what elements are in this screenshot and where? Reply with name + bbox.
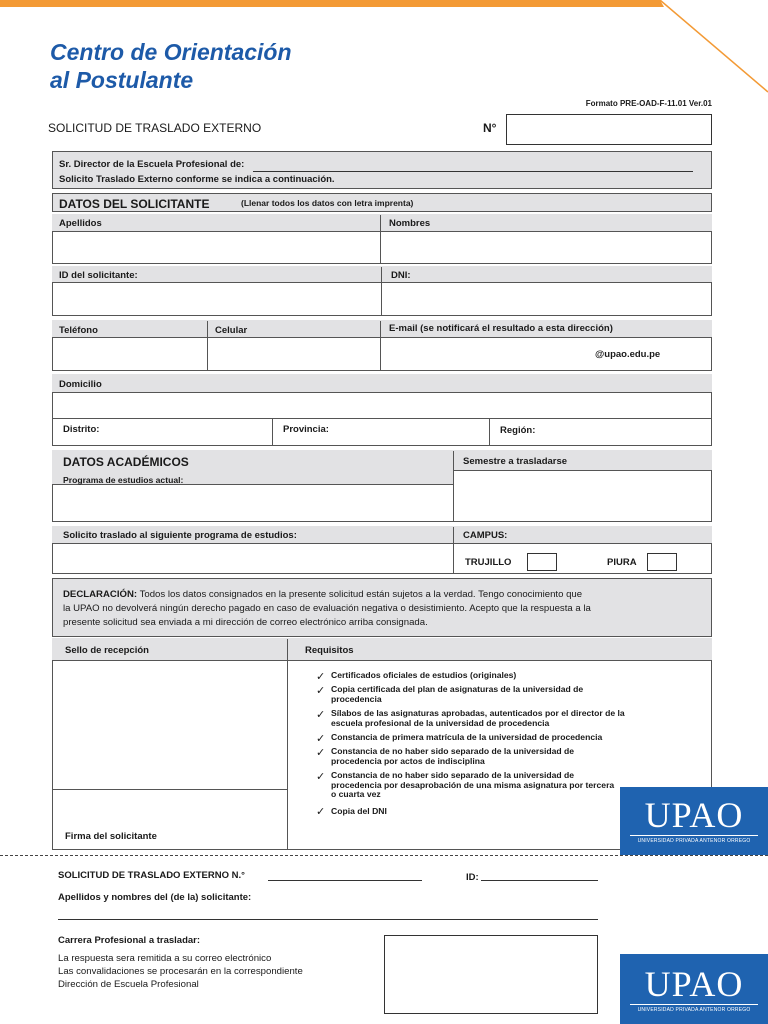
colilla-title: SOLICITUD DE TRASLADO EXTERNO N.° — [58, 870, 245, 881]
semestre-field[interactable] — [456, 473, 709, 519]
trujillo-checkbox[interactable] — [527, 553, 557, 571]
logo-name: UPAO — [644, 964, 744, 1004]
traslado-section — [52, 526, 712, 574]
campus-label: CAMPUS: — [463, 530, 508, 541]
number-field[interactable] — [506, 114, 712, 145]
requisito-item: Constancia de no haber sido separado de la universidad de procedencia por desaprobación de una misma asignatura por tercera o cuarta vez — [331, 770, 615, 799]
logo-subtitle: UNIVERSIDAD PRIVADA ANTENOR ORREGO — [630, 1004, 758, 1013]
names-row — [52, 214, 712, 264]
domicilio-field[interactable] — [55, 395, 709, 417]
solicitante-note: (Llenar todos los datos con letra imprenta) — [241, 198, 414, 208]
requisitos-label: Requisitos — [305, 645, 354, 656]
piura-label: PIURA — [607, 557, 637, 568]
declaracion-section — [52, 578, 712, 637]
intro-line-1: Sr. Director de la Escuela Profesional de: — [59, 159, 245, 170]
trujillo-label: TRUJILLO — [465, 557, 512, 568]
colilla-apellidos-label: Apellidos y nombres del (de la) solicitante: — [58, 892, 252, 903]
requisito-item: Copia del DNI — [331, 806, 387, 816]
apellidos-label: Apellidos — [59, 218, 102, 229]
requisito-item: Copia certificada del plan de asignaturas de la universidad de procedencia — [331, 684, 584, 704]
sello-label: Sello de recepción — [65, 645, 149, 656]
requisito-item: Certificados oficiales de estudios (originales) — [331, 670, 517, 680]
dni-field[interactable] — [384, 285, 709, 313]
academicos-heading: DATOS ACADÉMICOS — [63, 455, 189, 469]
logo-subtitle: UNIVERSIDAD PRIVADA ANTENOR ORREGO — [630, 835, 758, 844]
semestre-label: Semestre a trasladarse — [463, 456, 568, 467]
programa-actual-label: Programa de estudios actual: — [63, 475, 184, 485]
firma-field[interactable] — [55, 791, 285, 827]
declaracion-line-1: Todos los datos consignados en la presente solicitud están sujetos a la verdad. Tengo conocimiento que — [139, 589, 583, 600]
requisito-item: Constancia de primera matrícula de la universidad de procedencia — [331, 732, 603, 742]
email-label: E-mail (se notificará el resultado a esta dirección) — [389, 323, 613, 334]
intro-line-2: Solicito Traslado Externo conforme se indica a continuación. — [59, 174, 335, 185]
telefono-label: Teléfono — [59, 325, 98, 336]
check-icon: ✓ — [316, 685, 326, 697]
upao-logo — [620, 787, 768, 855]
logo-name: UPAO — [644, 795, 744, 835]
email-domain: @upao.edu.pe — [595, 349, 661, 360]
check-icon: ✓ — [316, 771, 326, 783]
programa-traslado-field[interactable] — [55, 546, 451, 572]
declaracion-line-3: presente solicitud sea enviada a mi dirección de correo electrónico arriba consignada. — [63, 617, 428, 628]
programa-actual-field[interactable] — [55, 487, 451, 519]
provincia-label: Provincia: — [283, 424, 329, 435]
check-icon: ✓ — [316, 671, 326, 683]
colilla-note-1: La respuesta sera remitida a su correo electrónico — [58, 953, 272, 964]
colilla-stamp-box[interactable] — [384, 935, 598, 1014]
colilla-note-3: Dirección de Escuela Profesional — [58, 979, 199, 990]
solicitante-heading: DATOS DEL SOLICITANTE — [59, 197, 210, 211]
piura-checkbox[interactable] — [647, 553, 677, 571]
programa-traslado-label: Solicito traslado al siguiente programa de estudios: — [63, 530, 297, 541]
dni-label: DNI: — [391, 270, 411, 281]
format-code: Formato PRE-OAD-F-11.01 Ver.01 — [585, 99, 712, 108]
declaracion-line-2: la UPAO no devolverá ningún derecho pagado en caso de evaluación negativa o desistimiento. Acepto que la respuesta a la — [63, 603, 591, 614]
celular-field[interactable] — [209, 340, 377, 368]
id-row — [52, 266, 712, 316]
colilla-carrera-label: Carrera Profesional a trasladar: — [58, 935, 201, 946]
nombres-label: Nombres — [389, 218, 431, 229]
domicilio-label: Domicilio — [59, 379, 102, 390]
colilla-note-2: Las convalidaciones se procesarán en la correspondiente — [58, 966, 303, 977]
colilla-id-field[interactable] — [481, 880, 598, 881]
sello-area — [55, 663, 285, 787]
celular-label: Celular — [215, 325, 248, 336]
check-icon: ✓ — [316, 709, 326, 721]
requisito-item: Constancia de no haber sido separado de la universidad de procedencia por actos de indisciplina — [331, 746, 575, 766]
apellidos-field[interactable] — [55, 234, 377, 262]
declaracion-label: DECLARACIÓN: — [63, 589, 138, 600]
telefono-field[interactable] — [55, 340, 205, 368]
form-title: SOLICITUD DE TRASLADO EXTERNO — [48, 121, 262, 135]
number-label: N° — [483, 121, 497, 135]
nombres-field[interactable] — [383, 234, 709, 262]
domicilio-row — [52, 374, 712, 446]
solicitante-header — [52, 193, 712, 212]
contact-row — [52, 320, 712, 371]
upao-logo — [620, 954, 768, 1024]
requisito-item: Sílabos de las asignaturas aprobadas, autenticados por el director de la escuela profesional de la universidad de procedencia — [331, 708, 625, 728]
colilla-apellidos-field[interactable] — [58, 919, 598, 920]
director-school-field[interactable] — [253, 171, 693, 172]
distrito-label: Distrito: — [63, 424, 100, 435]
id-label: ID del solicitante: — [59, 270, 138, 281]
page-title: Centro de Orientación al Postulante — [50, 39, 292, 93]
intro-section — [52, 151, 712, 189]
check-icon: ✓ — [316, 747, 326, 759]
colilla-number-field[interactable] — [268, 880, 422, 881]
colilla-id-label: ID: — [466, 872, 479, 883]
id-field[interactable] — [55, 285, 377, 313]
academicos-section — [52, 450, 712, 522]
check-icon: ✓ — [316, 806, 326, 818]
cut-line — [0, 855, 768, 856]
firma-label: Firma del solicitante — [65, 831, 157, 842]
region-label: Región: — [500, 425, 536, 436]
check-icon: ✓ — [316, 733, 326, 745]
